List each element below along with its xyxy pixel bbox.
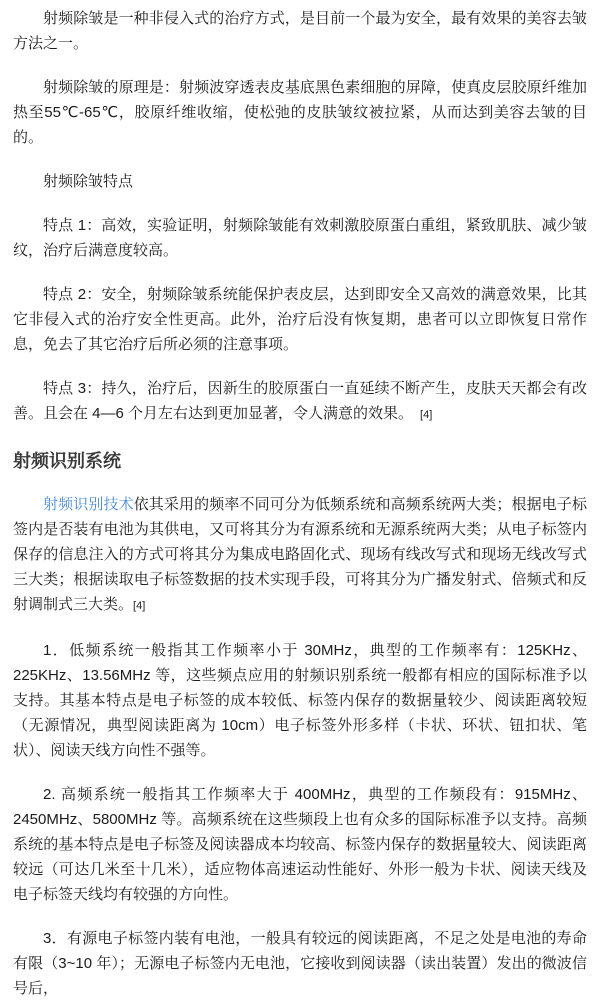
paragraph-high-frequency: 2. 高频系统一般指其工作频率大于 400MHz，典型的工作频段有：915MHz、2450MHz、5800MHz 等。高频系统在这些频段上也有众多的国际标准予以支持。高频系统的基本特点是电子标签及阅读器成本均较高、标签内保存的数据量较大、阅读距离较远（可达几米至十几米），适应物体高速运动性能好、外形一般为卡状、阅读天线及电子标签天线均有较强的方向性。 [13,786,587,903]
paragraph-rfid-classification [13,492,587,619]
paragraph-feature-2: 特点 2：安全，射频除皱系统能保护表皮层，达到即安全又高效的满意效果，比其它非侵入式的治疗安全性更高。此外，治疗后没有恢复期，患者可以立即恢复日常作息，免去了其它治疗后所必须的注意事项。 [13,286,587,353]
paragraph-features-title: 射频除皱特点 [43,173,134,190]
paragraph-feature-3 [13,376,587,428]
paragraph-text: 依其采用的频率不同可分为低频系统和高频系统两大类；根据电子标签内是否装有电池为其供电，又可将其分为有源系统和无源系统两大类；从电子标签内保存的信息注入的方式可将其分为集成电路固化式、现场有线改写式和现场无线改写式三大类；根据读取电子标签数据的技术实现手段，可将其分为广播发射式、倍频式和反射调制式三大类。 [13,496,587,613]
citation-ref-4[interactable]: [4] [133,600,146,612]
paragraph-text: 特点 3：持久，治疗后，因新生的胶原蛋白一直延续不断产生，皮肤天天都会有改善。且会在 4—6 个月左右达到更加显著，令人满意的效果。 [13,380,587,422]
paragraph-intro: 射频除皱是一种非侵入式的治疗方式，是目前一个最为安全，最有效果的美容去皱方法之一。 [13,10,587,52]
section-rf-wrinkle [13,6,587,428]
paragraph-feature-1: 特点 1：高效，实验证明，射频除皱能有效刺激胶原蛋白重组，紧致肌肤、减少皱纹，治疗后满意度较高。 [13,217,587,259]
citation-ref-4[interactable]: [4] [420,409,433,421]
paragraph-principle: 射频除皱的原理是：射频波穿透表皮基底黑色素细胞的屏障，使真皮层胶原纤维加热至55℃-65℃，胶原纤维收缩，使松弛的皮肤皱纹被拉紧，从而达到美容去皱的目的。 [13,79,587,146]
paragraph-active-passive-tags: 3．有源电子标签内装有电池，一般具有较远的阅读距离，不足之处是电池的寿命有限（3~10 年）；无源电子标签内无电池，它接收到阅读器（读出装置）发出的微波信号后， [13,930,587,997]
section-rfid [13,447,587,1001]
rfid-tech-link[interactable]: 射频识别技术 [43,496,134,513]
paragraph-low-frequency: 1．低频系统一般指其工作频率小于 30MHz，典型的工作频率有：125KHz、225KHz、13.56MHz 等，这些频点应用的射频识别系统一般都有相应的国际标准予以支持。其基本特点是电子标签的成本较低、标签内保存的数据量较少、阅读距离较短（无源情况，典型阅读距离为 10cm）电子标签外形多样（卡状、环状、钮扣状、笔状）、阅读天线方向性不强等。 [13,642,587,759]
section-heading: 射频识别系统 [13,451,121,471]
